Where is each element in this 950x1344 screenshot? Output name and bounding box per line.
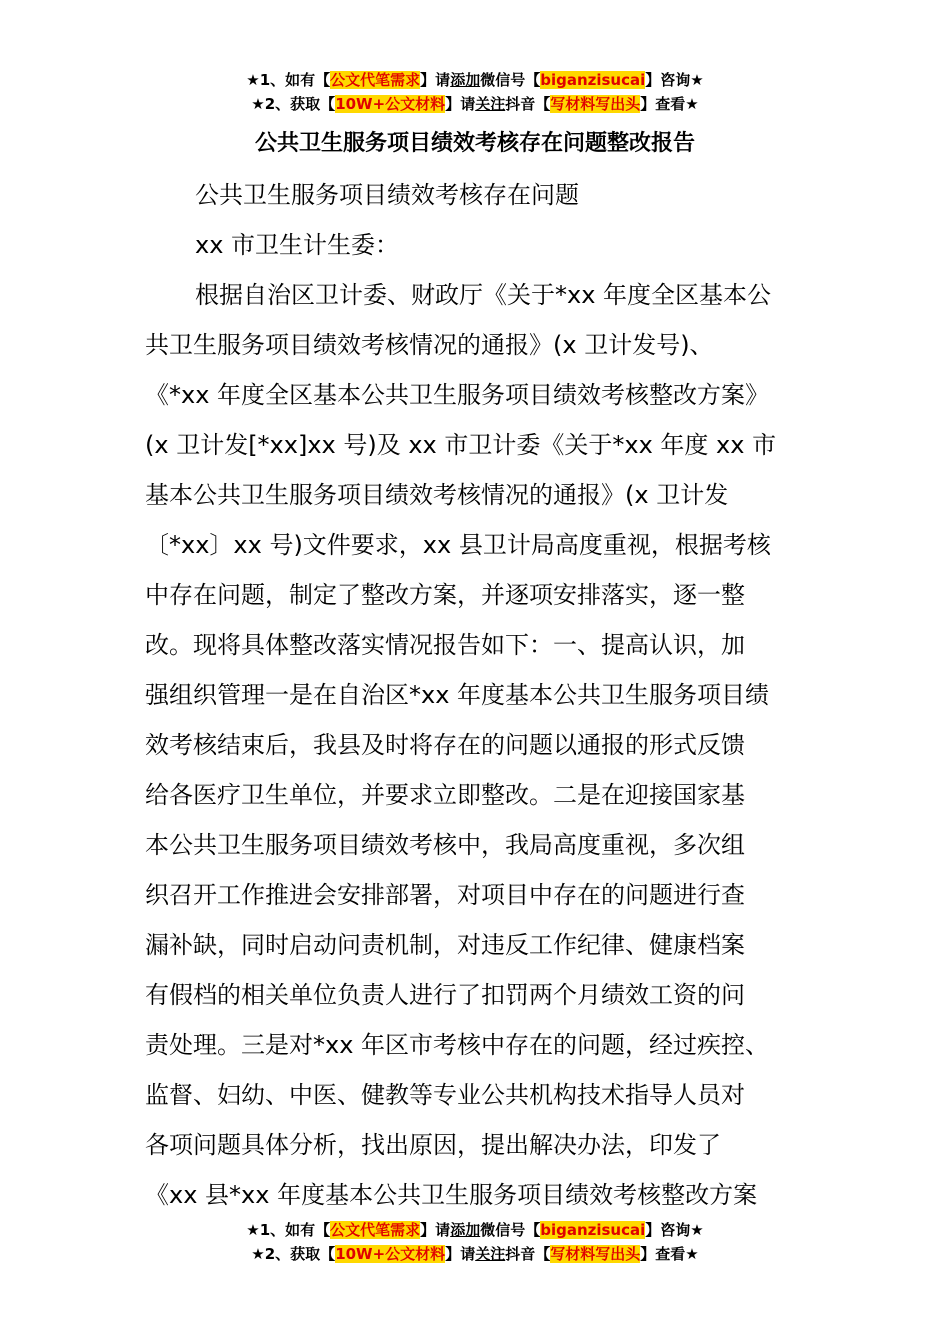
paragraph-line: 〔*xx〕xx 号)文件要求，xx 县卫计局高度重视，根据考核: [145, 531, 771, 559]
douyin-id-highlight: 写材料写出头: [550, 1245, 641, 1263]
paragraph-line: 给各医疗卫生单位，并要求立即整改。二是在迎接国家基: [145, 781, 745, 809]
promo-text: 微信号【: [480, 71, 541, 89]
promo-underlined: 关注: [475, 1245, 506, 1263]
promo-text: 】请: [445, 1245, 476, 1263]
wechat-id-highlight: biganzisucai: [540, 71, 646, 89]
salutation-line: xx 市卫生计生委：: [195, 231, 400, 259]
paragraph-line: 共卫生服务项目绩效考核情况的通报》(x 卫计发号)、: [145, 331, 714, 359]
paragraph-line: 漏补缺，同时启动问责机制，对违反工作纪律、健康档案: [145, 931, 745, 959]
promo-text: 】查看★: [640, 1245, 699, 1263]
paragraph-line: 责处理。三是对*xx 年区市考核中存在的问题，经过疾控、: [145, 1031, 770, 1059]
paragraph-line: 改。现将具体整改落实情况报告如下：一、提高认识，加: [145, 631, 745, 659]
promo-text: ★2、获取【: [251, 1245, 336, 1263]
paragraph-line: 基本公共卫生服务项目绩效考核情况的通报》(x 卫计发: [145, 481, 729, 509]
paragraph-line: 《xx 县*xx 年度基本公共卫生服务项目绩效考核整改方案: [145, 1181, 758, 1209]
promo-highlight: 10W+公文材料: [335, 95, 446, 113]
promo-text: 微信号【: [480, 1221, 541, 1239]
promo-highlight: 10W+公文材料: [335, 1245, 446, 1263]
promo-text: ★1、如有【: [246, 1221, 331, 1239]
paragraph-line: 本公共卫生服务项目绩效考核中，我局高度重视，多次组: [145, 831, 745, 859]
document-title: 公共卫生服务项目绩效考核存在问题整改报告: [254, 131, 695, 156]
subtitle-line: 公共卫生服务项目绩效考核存在问题: [195, 181, 579, 209]
header-promo-line-1: [0, 68, 950, 92]
promo-text: 】请: [445, 95, 476, 113]
paragraph-line: 织召开工作推进会安排部署，对项目中存在的问题进行查: [145, 881, 745, 909]
promo-text: 抖音【: [505, 1245, 551, 1263]
promo-highlight: 公文代笔需求: [330, 1221, 421, 1239]
promo-text: ★2、获取【: [251, 95, 336, 113]
footer-promo-line-1: [0, 1218, 950, 1242]
paragraph-line: 根据自治区卫计委、财政厅《关于*xx 年度全区基本公: [195, 281, 772, 309]
promo-text: 】请: [420, 71, 451, 89]
promo-text: 】查看★: [640, 95, 699, 113]
paragraph-line: 效考核结束后，我县及时将存在的问题以通报的形式反馈: [145, 731, 745, 759]
wechat-id-highlight: biganzisucai: [540, 1221, 646, 1239]
paragraph-line: 强组织管理一是在自治区*xx 年度基本公共卫生服务项目绩: [145, 681, 770, 709]
header-promo-line-2: [0, 92, 950, 116]
promo-text: ★1、如有【: [246, 71, 331, 89]
promo-text: 】咨询★: [645, 71, 704, 89]
promo-underlined: 添加: [450, 1221, 481, 1239]
paragraph-line: 中存在问题，制定了整改方案，并逐项安排落实，逐一整: [145, 581, 745, 609]
promo-underlined: 关注: [475, 95, 506, 113]
document-body: [145, 170, 810, 1220]
footer-promo-line-2: [0, 1242, 950, 1266]
paragraph-line: 有假档的相关单位负责人进行了扣罚两个月绩效工资的问: [145, 981, 745, 1009]
promo-highlight: 公文代笔需求: [330, 71, 421, 89]
promo-text: 】请: [420, 1221, 451, 1239]
douyin-id-highlight: 写材料写出头: [550, 95, 641, 113]
promo-text: 抖音【: [505, 95, 551, 113]
paragraph-line: 《*xx 年度全区基本公共卫生服务项目绩效考核整改方案》: [145, 381, 770, 409]
paragraph-line: 监督、妇幼、中医、健教等专业公共机构技术指导人员对: [145, 1081, 745, 1109]
promo-text: 】咨询★: [645, 1221, 704, 1239]
paragraph-line: (x 卫计发[*xx]xx 号)及 xx 市卫计委《关于*xx 年度 xx 市: [145, 431, 777, 459]
paragraph-line: 各项问题具体分析，找出原因，提出解决办法，印发了: [145, 1131, 721, 1159]
promo-underlined: 添加: [450, 71, 481, 89]
